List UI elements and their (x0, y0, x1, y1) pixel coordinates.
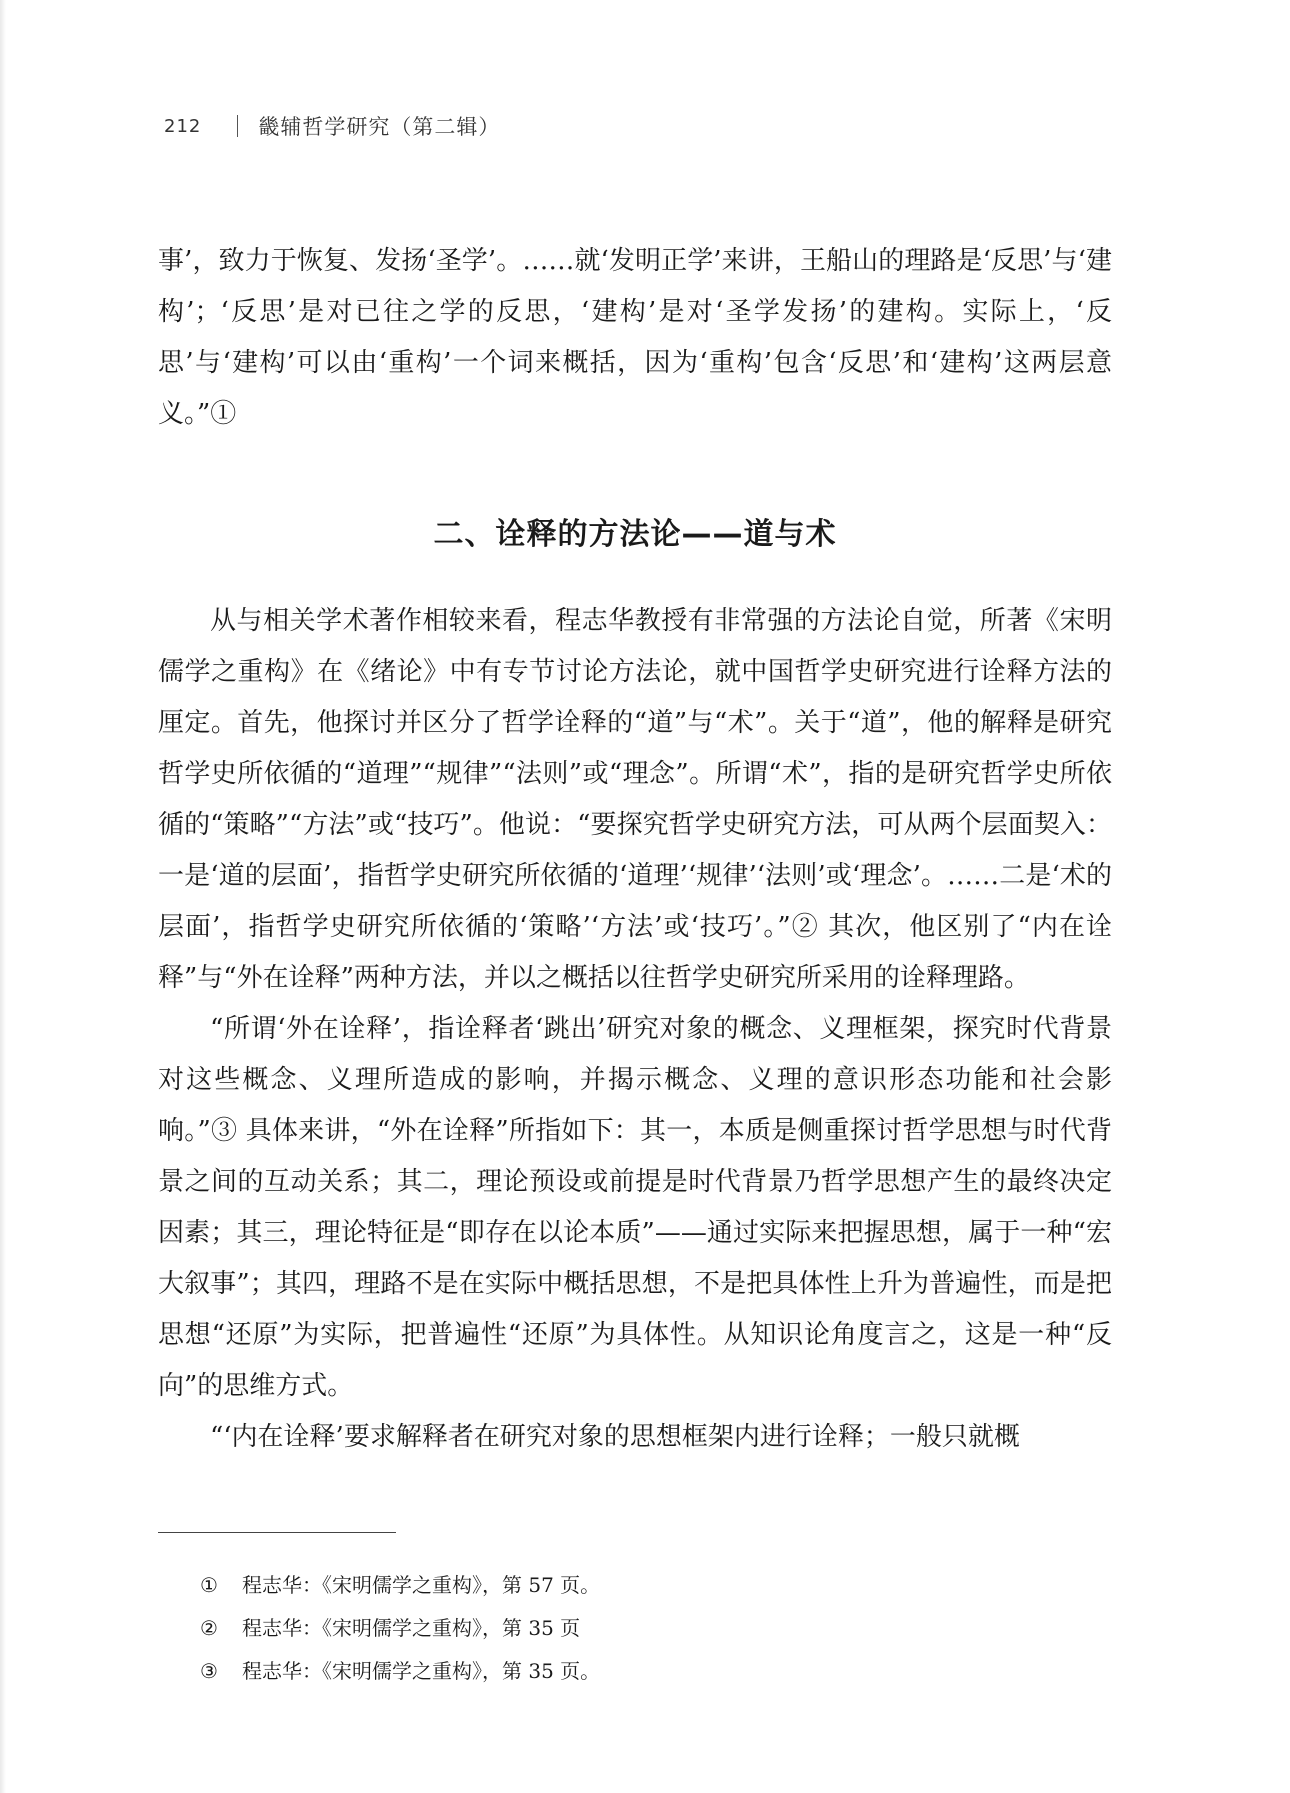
book-title: 畿辅哲学研究（第二辑） (258, 115, 501, 139)
section-heading: 二、诠释的方法论——道与术 (433, 516, 837, 552)
footnote-1 (200, 1564, 1100, 1607)
paragraph-3: “‘内在诠释’要求解释者在研究对象的思想框架内进行诠释；一般只就概 (210, 1422, 1020, 1452)
paragraph-continued: 事’，致力于恢复、发扬‘圣学’。……就‘发明正学’来讲，王船山的理路是‘反思’与‘建构’；‘反思’是对已往之学的反思，‘建构’是对‘圣学发扬’的建构。实际上，‘反思’与‘建构’可以由‘重构’一个词来概括，因为‘重构’包含‘反思’和‘建构’这两层意义。”① (158, 246, 1112, 429)
footnote-marker: ② (200, 1616, 218, 1640)
footnote-marker: ① (200, 1573, 218, 1597)
running-header (164, 108, 500, 144)
footnotes (200, 1564, 1100, 1693)
footnote-divider (158, 1532, 396, 1533)
footnote-2 (200, 1607, 1100, 1650)
paragraph-2: “所谓‘外在诠释’，指诠释者‘跳出’研究对象的概念、义理框架，探究时代背景对这些概念、义理所造成的影响，并揭示概念、义理的意识形态功能和社会影响。”③ 具体来讲，“外在诠释”所指如下：其一，本质是侧重探讨哲学思想与时代背景之间的互动关系；其二，理论预设或前提是时代背景乃哲学思想产生的最终决定因素；其三，理论特征是“即存在以论本质”——通过实际来把握思想，属于一种“宏大叙事”；其四，理路不是在实际中概括思想，不是把具体性上升为普遍性，而是把思想“还原”为实际，把普遍性“还原”为具体性。从知识论角度言之，这是一种“反向”的思维方式。 (158, 1014, 1112, 1401)
body-text-main (158, 596, 1112, 1463)
page-number: 212 (164, 115, 202, 137)
header-divider (237, 115, 238, 137)
footnote-text: 程志华：《宋明儒学之重构》，第 35 页。 (242, 1659, 601, 1683)
paragraph-1: 从与相关学术著作相较来看，程志华教授有非常强的方法论自觉，所著《宋明儒学之重构》在《绪论》中有专节讨论方法论，就中国哲学史研究进行诠释方法的厘定。首先，他探讨并区分了哲学诠释的“道”与“术”。关于“道”，他的解释是研究哲学史所依循的“道理”“规律”“法则”或“理念”。所谓“术”，指的是研究哲学史所依循的“策略”“方法”或“技巧”。他说：“要探究哲学史研究方法，可从两个层面契入：一是‘道的层面’，指哲学史研究所依循的‘道理’‘规律’‘法则’或‘理念’。……二是‘术的层面’，指哲学史研究所依循的‘策略’‘方法’或‘技巧’。”② 其次，他区别了“内在诠释”与“外在诠释”两种方法，并以之概括以往哲学史研究所采用的诠释理路。 (158, 606, 1112, 993)
footnote-marker: ③ (200, 1659, 218, 1683)
footnote-3 (200, 1650, 1100, 1693)
body-text-top (158, 236, 1112, 440)
footnote-text: 程志华：《宋明儒学之重构》，第 57 页。 (242, 1573, 601, 1597)
footnote-text: 程志华：《宋明儒学之重构》，第 35 页 (242, 1616, 581, 1640)
page-edge-shadow (0, 0, 6, 1793)
